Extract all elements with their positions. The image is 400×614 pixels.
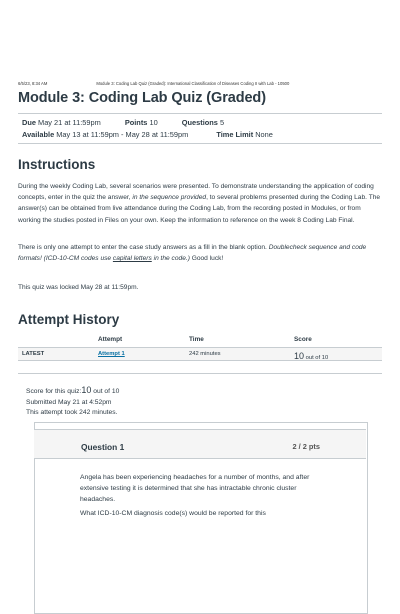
question-prompt: What ICD-10-CM diagnosis code(s) would be reported for this — [80, 510, 266, 517]
question-header — [34, 429, 366, 459]
print-title: Module 3: Coding Lab Quiz (Graded): International Classification of Diseases Coding II with Lab - 10500 — [96, 81, 290, 86]
duration-line: This attempt took 242 minutes. — [26, 409, 118, 416]
score-value: 10 — [81, 385, 92, 395]
quiz-meta-row-2 — [22, 130, 273, 139]
attempt-link[interactable]: Attempt 1 — [98, 351, 125, 357]
latest-label: LATEST — [22, 351, 45, 357]
print-datetime: 6/5/23, 8:34 AM — [18, 81, 48, 86]
column-header-score: Score — [294, 336, 312, 343]
divider — [18, 373, 382, 374]
instructions-paragraph-1: During the weekly Coding Lab, several scenarios were presented. To demonstrate understanding the application of coding concepts, enter in the quiz the answer, in the sequence provided, to several problems presented during the Coding Lab. The answer(s) can be obtained from live attendance during the Coding Lab, from the recording posted in Modules, or from working the studies posted in Files on your own. Keep the information to reference on the week 8 Coding Lab Final. — [18, 183, 381, 224]
column-header-attempt: Attempt — [98, 336, 123, 343]
column-header-time: Time — [189, 336, 204, 343]
question-points: 2 / 2 pts — [292, 442, 320, 451]
question-body — [80, 472, 330, 522]
attempt-history-table — [18, 333, 382, 361]
due-value: May 21 at 11:59pm — [38, 118, 101, 127]
table-row — [18, 347, 382, 361]
attempt-time: 242 minutes — [189, 351, 221, 357]
question-text: Angela has been experiencing headaches for a number of months, and after extensive testing it is determined that she has intractable chronic cluster headaches. — [80, 474, 310, 503]
time-limit-label: Time Limit — [216, 130, 254, 139]
submitted-line: Submitted May 21 at 4:52pm — [26, 398, 112, 406]
question-title: Question 1 — [81, 442, 125, 452]
quiz-meta-row-1 — [22, 118, 224, 127]
locked-notice: This quiz was locked May 28 at 11:59pm. — [18, 284, 139, 291]
available-label: Available — [22, 130, 55, 139]
time-limit-value: None — [255, 130, 273, 139]
score-line: Score for this quiz:10 out of 10 — [26, 385, 120, 395]
quiz-summary — [26, 385, 119, 419]
page-title: Module 3: Coding Lab Quiz (Graded) — [18, 90, 266, 106]
points-value: 10 — [149, 118, 158, 127]
divider — [18, 143, 382, 144]
available-value: May 13 at 11:59pm - May 28 at 11:59pm — [56, 130, 189, 139]
questions-value: 5 — [219, 118, 225, 127]
points-label: Points — [124, 118, 148, 127]
instructions-heading: Instructions — [18, 157, 96, 172]
attempt-history-heading: Attempt History — [18, 312, 120, 327]
instructions-paragraph-2: There is only one attempt to enter the case study answers as a fill in the blank option. Doublecheck sequence and code formats! (ICD-10-CM codes use capital letters in the code.) Good luck! — [18, 244, 367, 263]
attempt-score: 10 out of 10 — [294, 351, 329, 361]
capital-letters-emphasis: capital letters — [112, 255, 152, 263]
print-header — [18, 81, 382, 86]
table-header — [18, 333, 382, 347]
questions-label: Questions — [181, 118, 218, 127]
divider — [18, 113, 382, 114]
due-label: Due — [22, 118, 36, 127]
